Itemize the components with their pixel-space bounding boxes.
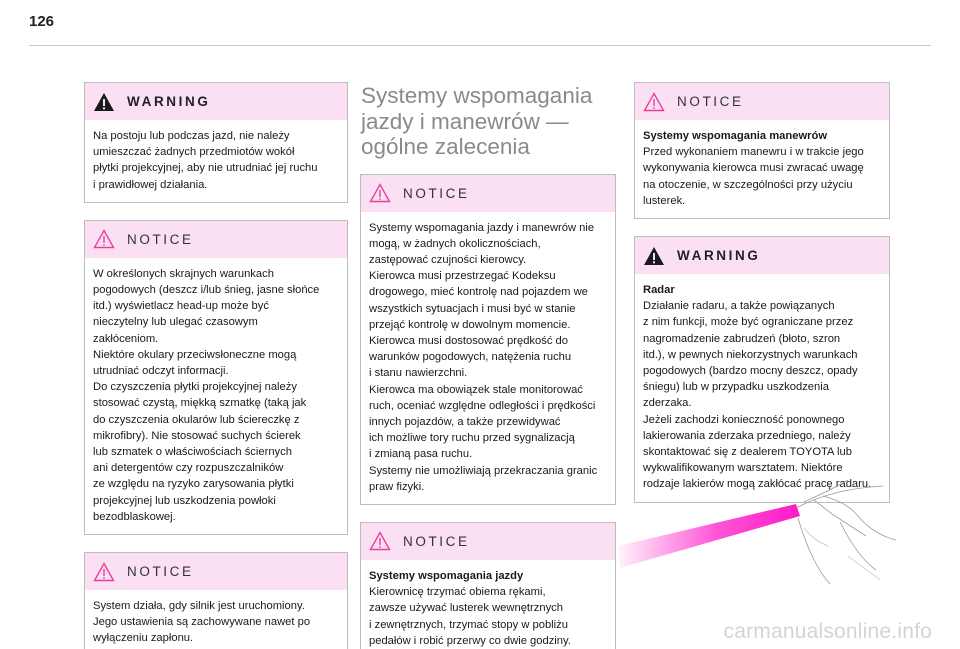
warning-text: Na postoju lub podczas jazd, nie należy umieszczać żadnych przedmiotów wokół płytki projekcyjnej, aby nie utrudniać jej ruchu i prawidłowej działania. xyxy=(93,130,318,191)
notice-triangle-icon xyxy=(369,183,391,203)
notice-label: NOTICE xyxy=(677,94,744,109)
notice-lead: Systemy wspomagania jazdy xyxy=(369,569,524,582)
notice-box-body xyxy=(635,120,889,218)
warning-box-header xyxy=(85,83,347,120)
notice-box-header xyxy=(361,175,615,212)
notice-triangle-icon xyxy=(93,562,115,582)
warning-triangle-icon xyxy=(643,246,665,266)
notice-box-driving-assistance xyxy=(360,522,616,649)
warning-box-radar xyxy=(634,236,890,503)
notice-triangle-icon xyxy=(93,229,115,249)
notice-box-maneuver-assistance xyxy=(634,82,890,219)
notice-text: Systemy wspomagania jazdy i manewrów nie mogą, w żadnych okolicznościach, zastępować czujności kierowcy. Kierowca musi przestrzegać Kodeksu drogowego, mieć kontrolę nad pojazdem we wszystkich sytuacjach i musi być w stanie przejąć kontrolę w dowolnym momencie. Kierowca musi dostosować prędkość do warunków pogodowych, natężenia ruchu i stanu nawierzchni. Kierowca ma obowiązek stale monitorować ruch, oceniać względne odległości i prędkości innych pojazdów, a także przewidywać ich możliwe tory ruchu przed sygnalizacją i zmianą pasa ruchu. Systemy nie umożliwiają przekraczania granic praw fizyki. xyxy=(369,221,598,493)
notice-label: NOTICE xyxy=(403,533,470,549)
notice-box-body xyxy=(361,560,615,649)
notice-text: W określonych skrajnych warunkach pogodowych (deszcz i/lub śnieg, jasne słońce itd.) wyświetlacz head-up może być nieczytelny lub ulegać czasowym zakłóceniom. Niektóre okulary przeciwsłoneczne mogą utrudniać odczyt informacji. Do czyszczenia płytki projekcyjnej należy stosować czystą, miękką szmatkę (taką jak do czyszczenia okularów lub ściereczkę z mikrofibry). Nie stosować suchych ścierek lub szmatek o właściwościach ściernych ani detergentów czy rozpuszczalników ze względu na ryzyko zarysowania płytki projekcyjnej lub uszkodzenia powłoki bezodblaskowej. xyxy=(93,267,320,523)
header-divider xyxy=(29,45,931,46)
notice-label: NOTICE xyxy=(403,185,470,201)
notice-box-header xyxy=(85,221,347,258)
column-left xyxy=(84,82,348,649)
column-right xyxy=(634,82,890,520)
warning-label: WARNING xyxy=(677,248,761,264)
warning-box-body xyxy=(635,274,889,502)
page-number: 126 xyxy=(29,13,55,30)
column-middle xyxy=(360,82,616,649)
warning-label: WARNING xyxy=(127,94,211,109)
warning-box xyxy=(84,82,348,203)
notice-lead: Systemy wspomagania manewrów xyxy=(643,130,828,142)
notice-box-header xyxy=(85,553,347,590)
warning-triangle-icon xyxy=(93,92,115,112)
notice-text: Kierownicę trzymać obiema rękami, zawsze używać lusterek wewnętrznych i zewnętrznych, trzymać stopy w pobliżu pedałów i robić przerwy co dwie godziny. xyxy=(369,586,571,647)
warning-box-body xyxy=(85,120,347,202)
notice-triangle-icon xyxy=(643,92,665,112)
notice-box-header xyxy=(635,83,889,120)
radar-beam-illustration xyxy=(618,476,898,586)
notice-box-head-up-display xyxy=(84,220,348,535)
warning-text: Działanie radaru, a także powiązanych z nim funkcji, może być ograniczane przez nagromadzenie zabrudzeń (błoto, szron itd.), w pewnych niekorzystnych warunkach pogodowych (bardzo mocny deszcz, opady śniegu) lub w przypadku uszkodzenia zderzaka. Jeżeli zachodzi konieczność ponownego lakierowania zderzaka przedniego, należy skontaktować się z dealerem TOYOTA lub wykwalifikowanym warsztatem. Niektóre rodzaje lakierów mogą zakłócać pracę radaru. xyxy=(643,300,872,491)
warning-box-header xyxy=(635,237,889,274)
notice-label: NOTICE xyxy=(127,564,194,580)
notice-label: NOTICE xyxy=(127,231,194,247)
watermark-text: carmanualsonline.info xyxy=(723,620,932,643)
notice-box-body xyxy=(361,212,615,504)
warning-lead: Radar xyxy=(643,284,675,297)
notice-text: Przed wykonaniem manewru i w trakcie jego wykonywania kierowca musi zwracać uwagę na otoczenie, w szczególności przy użyciu lusterek. xyxy=(643,146,864,207)
notice-box-system-operation xyxy=(84,552,348,649)
notice-triangle-icon xyxy=(369,531,391,551)
notice-text: System działa, gdy silnik jest uruchomiony. Jego ustawienia są zachowywane nawet po wyłączeniu zapłonu. xyxy=(93,600,311,645)
section-title: Systemy wspomagania jazdy i manewrów — ogólne zalecenia xyxy=(361,83,593,159)
notice-box-body xyxy=(85,590,347,649)
notice-box-header xyxy=(361,523,615,560)
notice-box-body xyxy=(85,258,347,534)
notice-box-driver-vigilance xyxy=(360,174,616,505)
